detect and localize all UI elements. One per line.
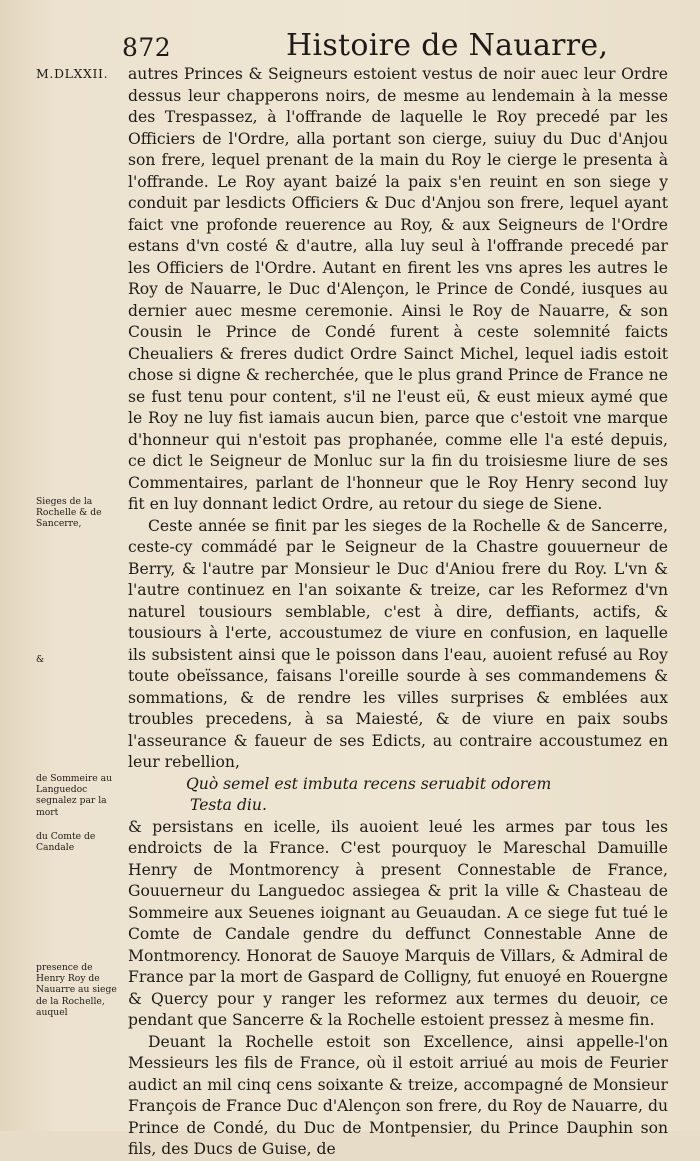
page-number: 872 [122, 33, 172, 62]
margin-note-nauarre: presence de Henry Roy de Nauarre au siege de la Rochelle, auquel [36, 962, 117, 1018]
running-title: Histoire de Nauarre, [286, 28, 609, 63]
main-text [128, 64, 668, 1161]
margin-note-sommeire: de Sommeire au Languedoc segnalez par la mort [36, 773, 113, 818]
paragraph-3: & persistans en icelle, ils auoient leué les armes par tous les endroicts de la France. C'est pourquoy le Mareschal Damuille Henry de Montmorency à present Connestable de France, Gouuerneur du Languedoc assiegea & prit la ville & Chasteau de Sommeire aux Seuenes ioignant au Geuaudan. A ce siege fut tué le Comte de Candale gendre du deffunct Connestable Anne de Montmorency. Honorat de Sauoye Marquis de Villars, & Admiral de France par la mort de Gaspard de Colligny, fut enuoyé en Rouergne & Quercy pour y ranger les reformez aux termes du deuoir, ce pendant que Sancerre & la Rochelle estoient pressez à mesme fin. [128, 817, 668, 1029]
year-marker: M.DLXXII. [36, 66, 109, 81]
verse-line-2: Testa diu. [190, 796, 267, 814]
verse-line-1: Quò semel est imbuta recens seruabit odorem [186, 774, 552, 793]
paragraph-1: autres Princes & Seigneurs estoient vestus de noir auec leur Ordre dessus leur chapperons noirs, de mesme au lendemain à la messe des Trespassez, à l'offrande de laquelle le Roy precedé par les Officiers de l'Ordre, alla portant son cierge, suiuy du Duc d'Anjou son frere, lequel prenant de la main du Roy le cierge le presenta à l'offrande. Le Roy ayant baizé la paix s'en reuint en son siege y conduit par lesdicts Officiers & Duc d'Anjou son frere, lequel ayant faict vne profonde reuerence au Roy, & aux Seigneurs de l'Ordre estans d'vn costé & d'autre, alla luy seul à l'offrande precedé par les Officiers de l'Ordre. Autant en firent les vns apres les autres le Roy de Nauarre, le Duc d'Alençon, le Prince de Condé, iusques au dernier auec mesme ceremonie. Ainsi le Roy de Nauarre, & son Cousin le Prince de Condé furent à ceste solemnité faicts Cheualiers & freres dudict Ordre Sainct Michel, lequel iadis estoit chose si digne & recherchée, que le plus grand Prince de France ne se fust tenu pour content, s'il ne l'eust eü, & eust mieux aymé que le Roy ne luy fist iamais aucun bien, parce que c'estoit vne marque d'honneur qui n'estoit pas prophanée, comme elle l'a esté depuis, ce dict le Seigneur de Monluc sur la fin du troisiesme liure de ses Commentaires, parlant de l'honneur que le Roy Henry second luy fit en luy donnant ledict Ordre, au retour du siege de Siene. [128, 65, 668, 513]
margin-note-ampersand: & [36, 654, 45, 665]
paragraph-2: Ceste année se finit par les sieges de la Rochelle & de Sancerre, ceste-cy commádé par le Seigneur de la Chastre gouuerneur de Berry, & l'autre par Monsieur le Duc d'Aniou frere du Roy. L'vn & l'autre continuez en l'an soixante & treize, car les Reformez d'vn naturel tousiours semblable, c'est à dire, deffiants, actifs, & tousiours à l'erte, accoustumez de viure en confusion, en laquelle ils subsistent ainsi que le poisson dans l'eau, auoient refusé au Roy toute obeïssance, faisans l'oreille sourde à ses commandemens & sommations, & de rendre les villes surprises & emblées aux troubles precedens, à sa Maiesté, & de viure en paix soubs l'asseurance & faueur de ses Edicts, au contraire accoustumez en leur rebellion, [128, 516, 668, 771]
margin-note-candale: du Comte de Candale [36, 831, 96, 854]
paragraph-4: Deuant la Rochelle estoit son Excellence, ainsi appelle-l'on Messieurs les fils de France, où il estoit arriué au mois de Feurier audict an mil cinq cens soixante & treize, accompagné de Monsieur François de France Duc d'Alençon son frere, du Roy de Nauarre, du Prince de Condé, du Duc de Montpensier, du Prince Dauphin son fils, des Ducs de Guise, de [128, 1032, 668, 1158]
margin-note-sieges: Sieges de la Rochelle & de Sancerre, [36, 496, 102, 530]
